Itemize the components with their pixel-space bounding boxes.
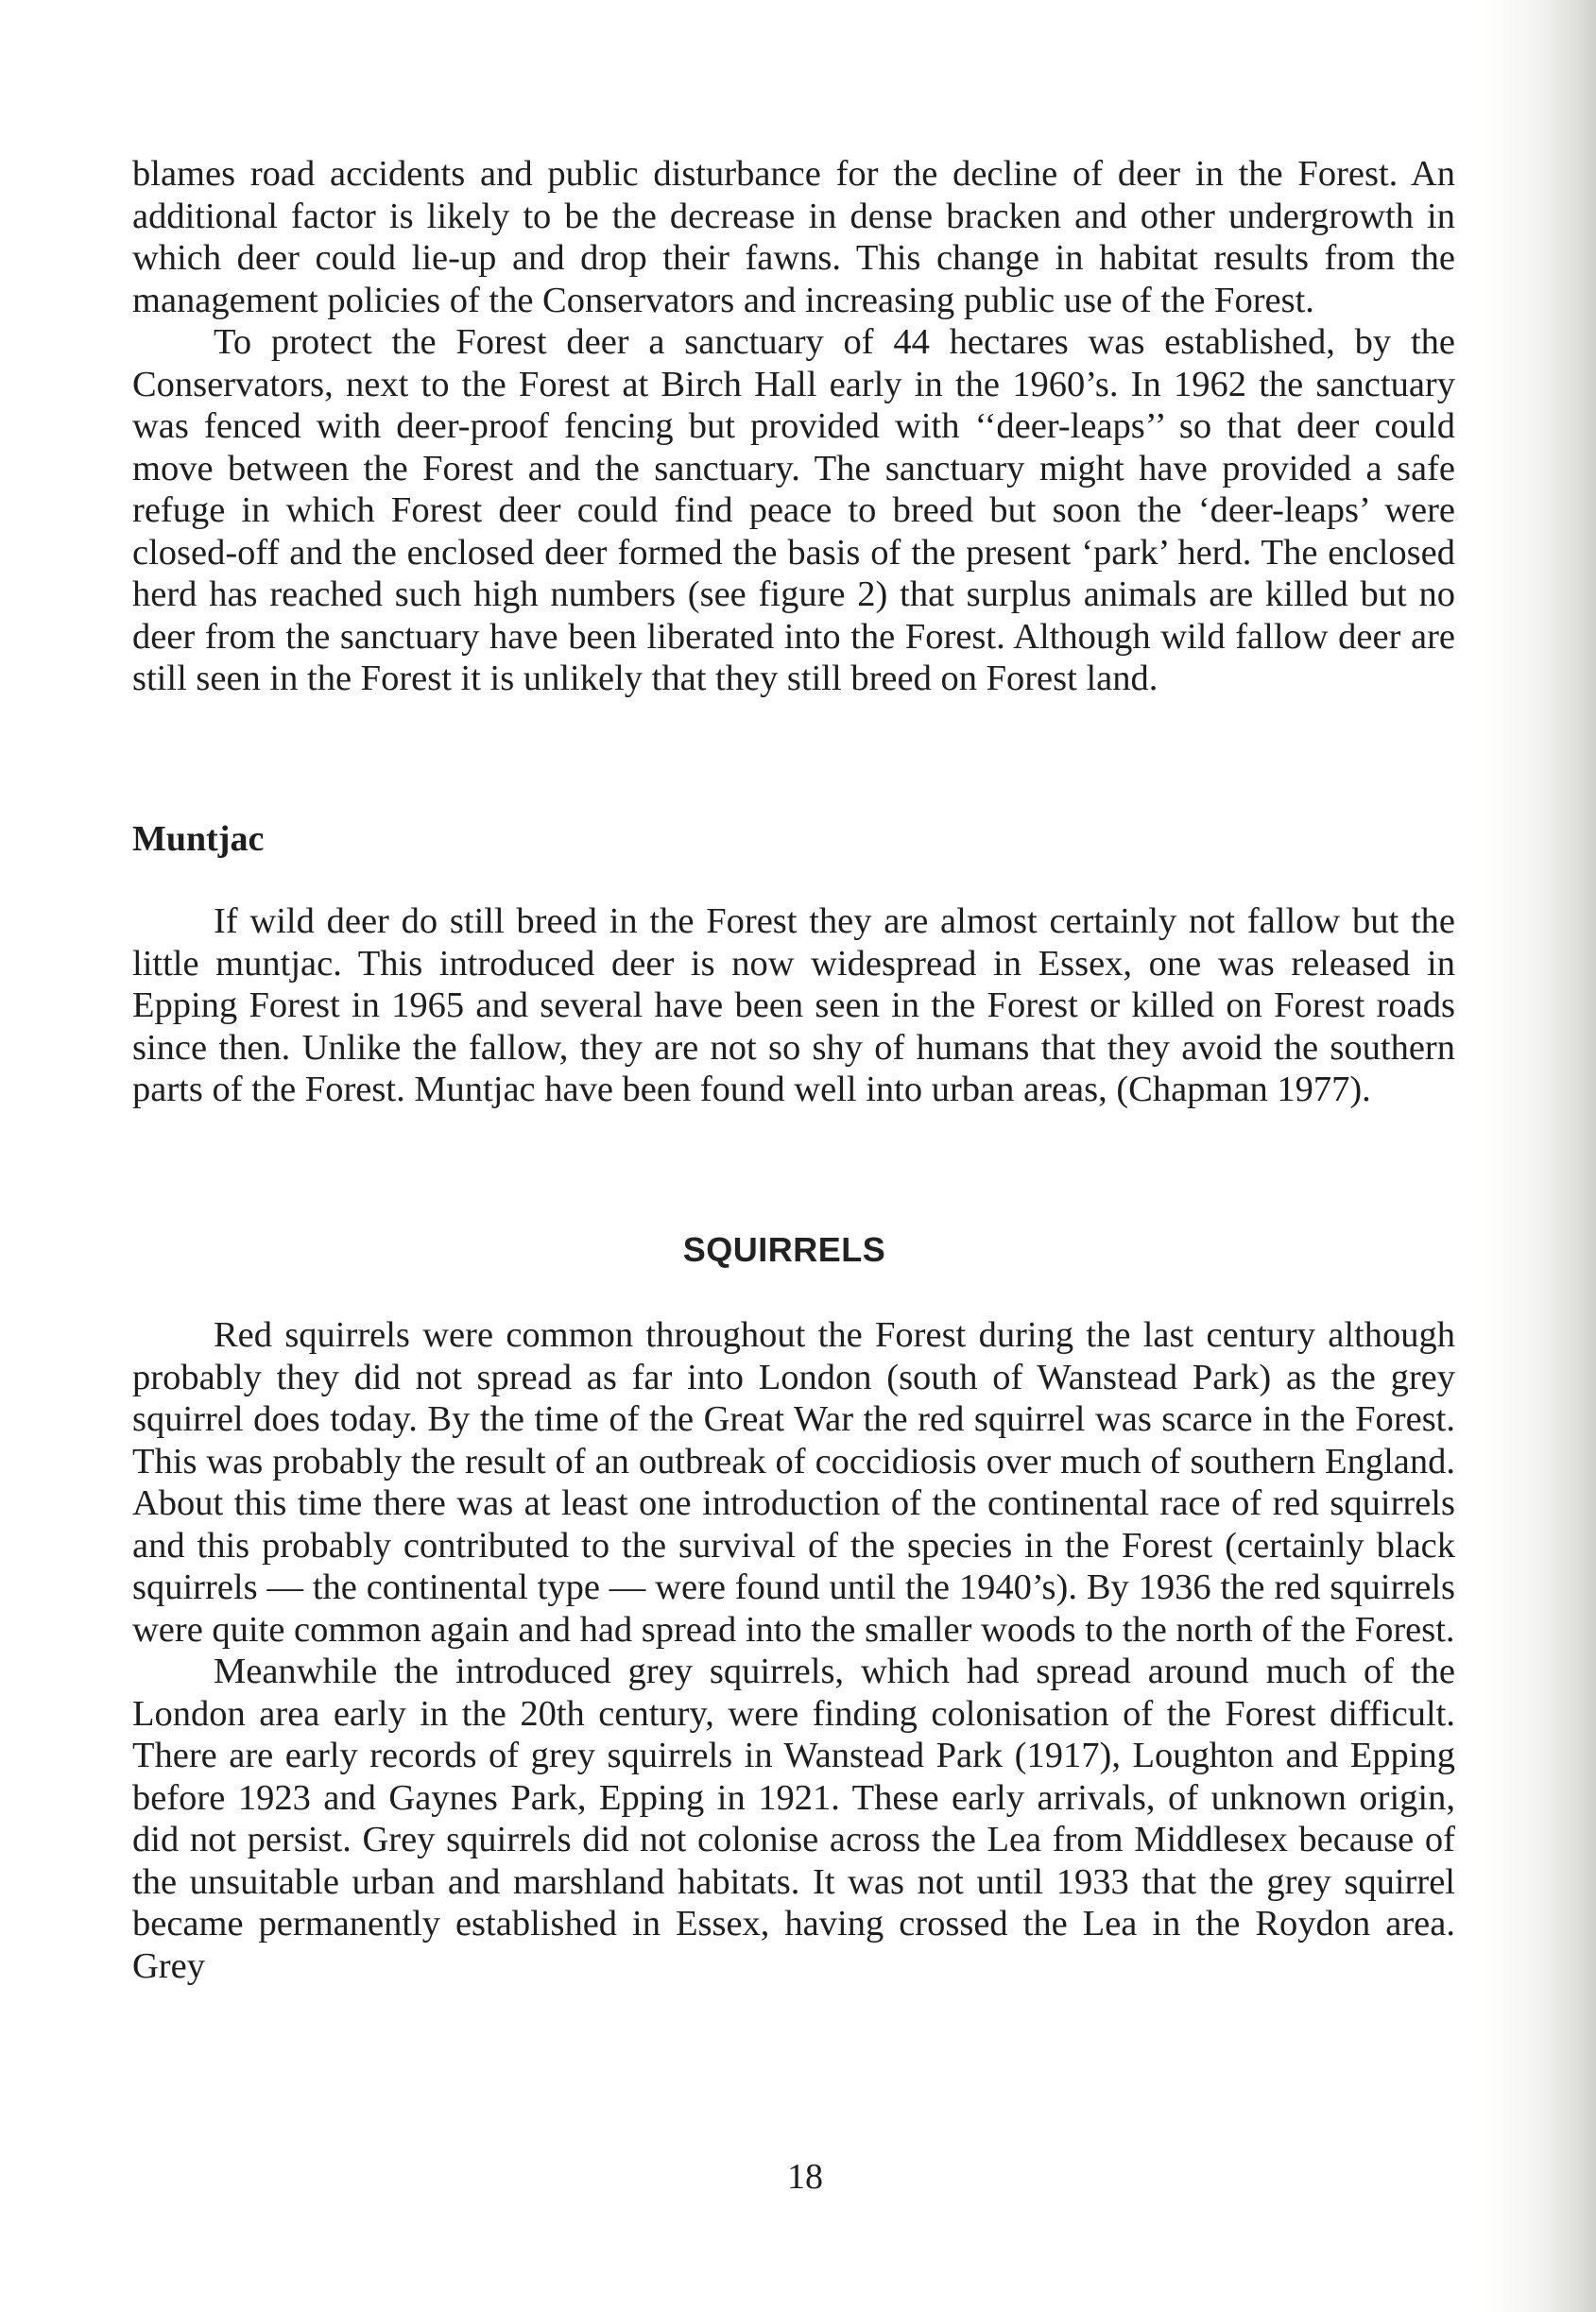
deer-section-text: [132, 153, 1455, 700]
paragraph: To protect the Forest deer a sanctuary of 44 hectares was established, by the Conservators, next to the Forest at Birch Hall early in the 1960’s. In 1962 the sanctuary was fenced with deer-proof fencing but provided with ‘‘deer-leaps’’ so that deer could move between the Forest and the sanctuary. The sanctuary might have provided a safe refuge in which Forest deer could find peace to breed but soon the ‘deer-leaps’ were closed-off and the enclosed deer formed the basis of the present ‘park’ herd. The enclosed herd has reached such high numbers (see figure 2) that surplus animals are killed but no deer from the sanctuary have been liberated into the Forest. Although wild fallow deer are still seen in the Forest it is unlikely that they still breed on Forest land.: [132, 322, 1455, 698]
squirrels-heading: SQUIRRELS: [682, 1230, 886, 1269]
muntjac-section-text: [132, 900, 1455, 1111]
page-number: 18: [787, 2157, 823, 2197]
muntjac-heading: Muntjac: [132, 819, 265, 859]
paragraph: Red squirrels were common throughout the Forest during the last century although probably they did not spread as far into London (south of Wanstead Park) as the grey squirrel does today. By the time of the Great War the red squirrel was scarce in the Forest. This was probably the result of an outbreak of coccidiosis over much of southern England. About this time there was at least one introduction of the continental race of red squirrels and this probably contributed to the survival of the species in the Forest (certainly black squirrels — the continental type — were found until the 1940’s). By 1936 the red squirrels were quite common again and had spread into the smaller woods to the north of the Forest.: [132, 1315, 1455, 1650]
paragraph: blames road accidents and public disturbance for the decline of deer in the Forest. An additional factor is likely to be the decrease in dense bracken and other undergrowth in which deer could lie-up and drop their fawns. This change in habitat results from the management policies of the Conservators and increasing public use of the Forest.: [132, 154, 1455, 320]
squirrels-section-text: [132, 1314, 1455, 1987]
paragraph: Meanwhile the introduced grey squirrels, which had spread around much of the London area early in the 20th century, were finding colonisation of the Forest difficult. There are early records of grey squirrels in Wanstead Park (1917), Loughton and Epping before 1923 and Gaynes Park, Epping in 1921. These early arrivals, of unknown origin, did not persist. Grey squirrels did not colonise across the Lea from Middlesex because of the unsuitable urban and marshland habitats. It was not until 1933 that the grey squirrel became permanently established in Essex, having crossed the Lea in the Roydon area. Grey: [132, 1652, 1455, 1986]
paragraph: If wild deer do still breed in the Forest they are almost certainly not fallow but the little muntjac. This introduced deer is now widespread in Essex, one was released in Epping Forest in 1965 and several have been seen in the Forest or killed on Forest roads since then. Unlike the fallow, they are not so shy of humans that they avoid the southern parts of the Forest. Muntjac have been found well into urban areas, (Chapman 1977).: [132, 901, 1455, 1109]
